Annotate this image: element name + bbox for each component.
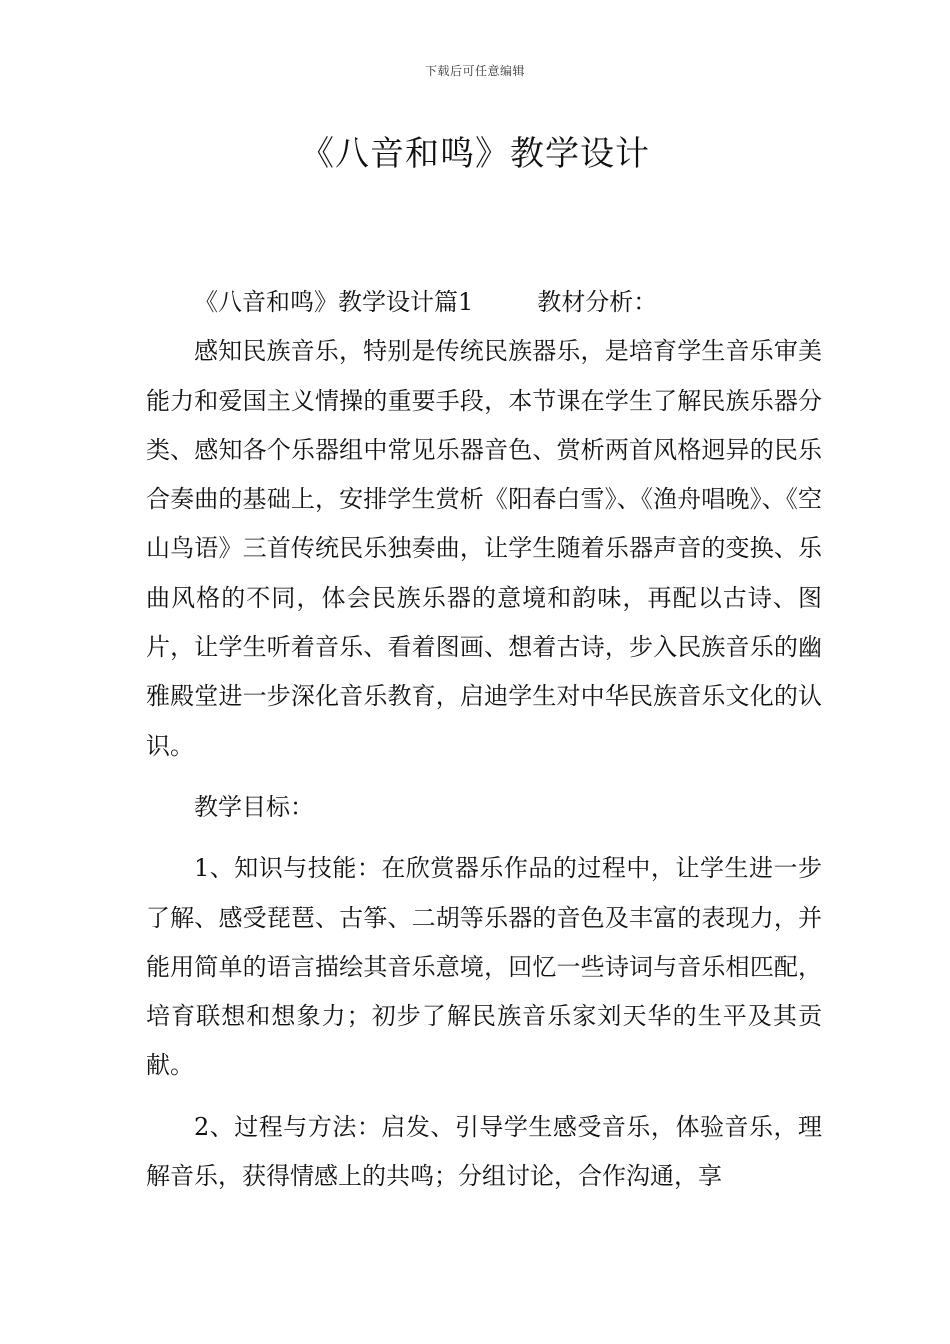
paragraph-goal-process-method: 2、过程与方法：启发、引导学生感受音乐，体验音乐，理解音乐，获得情感上的共鸣；分组讨论，合作沟通，享 <box>146 1112 822 1191</box>
paragraph-teaching-goals-heading: 教学目标： <box>194 792 314 821</box>
paragraph-goal-knowledge-skills: 1、知识与技能：在欣赏器乐作品的过程中，让学生进一步了解、感受琵琶、古筝、二胡等乐器的音色及丰富的表现力，并能用简单的语言描绘其音乐意境，回忆一些诗词与音乐相匹配，培育联想和想象力；初步了解民族音乐家刘天华的生平及其贡献。 <box>146 854 822 1080</box>
section-subheading: 教材分析： <box>537 288 658 316</box>
paragraph-textbook-analysis: 感知民族音乐，特别是传统民族器乐，是培育学生音乐审美能力和爱国主义情操的重要手段，本节课在学生了解民族乐器分类、感知各个乐器组中常见乐器音色、赏析两首风格迥异的民乐合奏曲的基础上，安排学生赏析《阳春白雪》、《渔舟唱晚》、《空山鸟语》三首传统民乐独奏曲，让学生随着乐器声音的变换、乐曲风格的不同，体会民族乐器的意境和韵味，再配以古诗、图片，让学生听着音乐、看着图画、想着古诗，步入民族音乐的幽雅殿堂进一步深化音乐教育，启迪学生对中华民族音乐文化的认识。 <box>146 337 822 760</box>
header-note: 下载后可任意编辑 <box>424 64 525 78</box>
section-heading-line <box>146 278 822 327</box>
document-body <box>146 278 822 1201</box>
document-title: 《八音和鸣》教学设计 <box>300 134 650 174</box>
section-heading: 《八音和鸣》教学设计篇1 <box>194 288 474 316</box>
